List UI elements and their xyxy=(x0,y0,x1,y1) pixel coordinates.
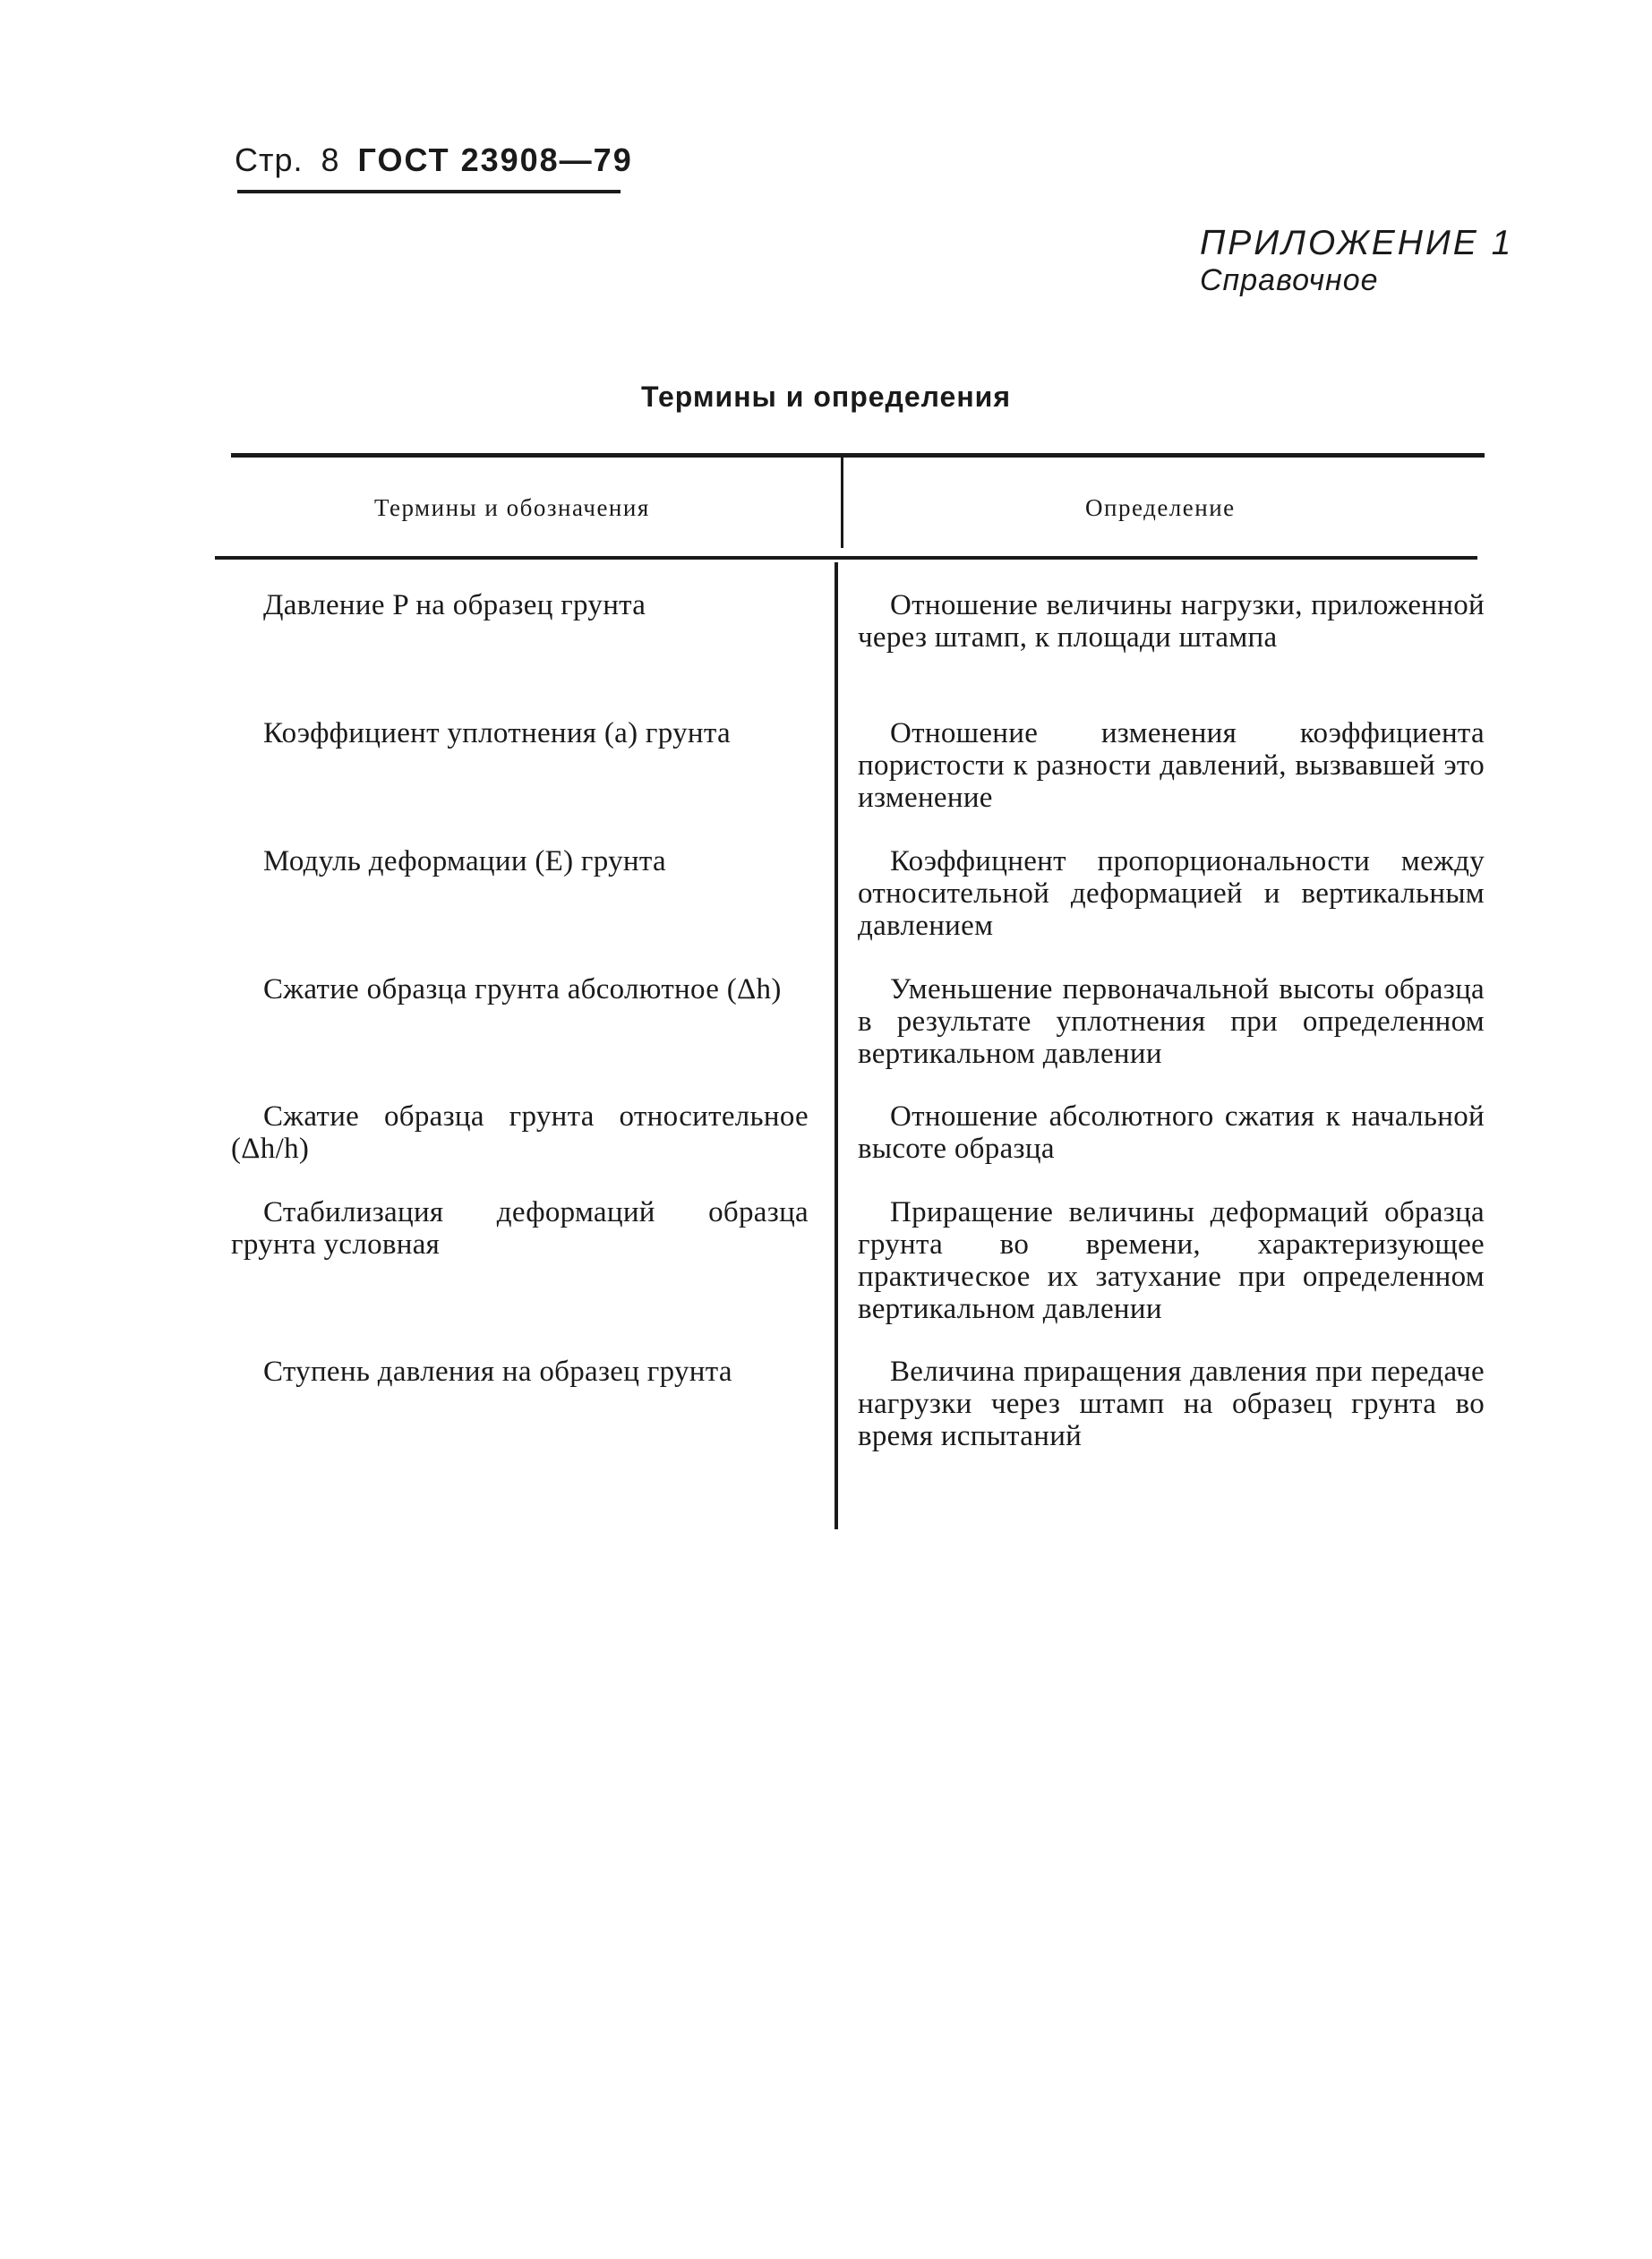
definition-cell: Приращение величины деформаций образца грунта во времени, характеризующее практическое их затухание при определенном вертикальном давлении xyxy=(858,1196,1485,1325)
term-cell: Ступень давления на образец грунта xyxy=(263,1356,732,1388)
term-cell: Сжатие образца грунта относительное (Δh/h) xyxy=(231,1100,809,1165)
page-header xyxy=(235,141,633,179)
table-header-rule xyxy=(215,556,1477,560)
column-header-definition: Определение xyxy=(1085,494,1236,521)
appendix-label xyxy=(1200,224,1513,298)
appendix-title: ПРИЛОЖЕНИЕ 1 xyxy=(1200,224,1514,262)
definition-cell: Величина приращения давления при передаче нагрузки через штамп на образец грунта во время испытаний xyxy=(858,1356,1485,1452)
page-title: Термины и определения xyxy=(640,381,1012,413)
header-rule xyxy=(237,190,621,193)
term-cell: Модуль деформации (E) грунта xyxy=(263,845,666,877)
term-cell: Давление P на образец грунта xyxy=(263,589,646,621)
definition-cell: Коэффицнент пропорциональности между относительной деформацией и вертикальным давлением xyxy=(858,845,1485,942)
appendix-subtitle: Справочное xyxy=(1200,263,1379,297)
standard-number: ГОСТ 23908—79 xyxy=(357,141,633,178)
body-column-divider xyxy=(835,562,838,1529)
table-top-rule xyxy=(231,453,1485,458)
term-cell: Стабилизация деформаций образца грунта условная xyxy=(231,1196,809,1261)
definition-cell: Отношение изменения коэффициента пористости к разности давлений, вызвавшей это изменение xyxy=(858,717,1485,814)
definition-cell: Отношение величины нагрузки, приложенной через штамп, к площади штампа xyxy=(858,589,1485,654)
column-header-terms: Термины и обозначения xyxy=(374,494,650,521)
definition-cell: Отношение абсолютного сжатия к начальной высоте образца xyxy=(858,1100,1485,1165)
definition-cell: Уменьшение первоначальной высоты образца в результате уплотнения при определенном вертикальном давлении xyxy=(858,973,1485,1070)
page-number: 8 xyxy=(321,141,340,178)
page-label: Стр. xyxy=(235,141,304,178)
header-column-divider xyxy=(841,457,843,548)
term-cell: Сжатие образца грунта абсолютное (Δh) xyxy=(263,973,782,1005)
term-cell: Коэффициент уплотнения (a) грунта xyxy=(263,717,731,749)
